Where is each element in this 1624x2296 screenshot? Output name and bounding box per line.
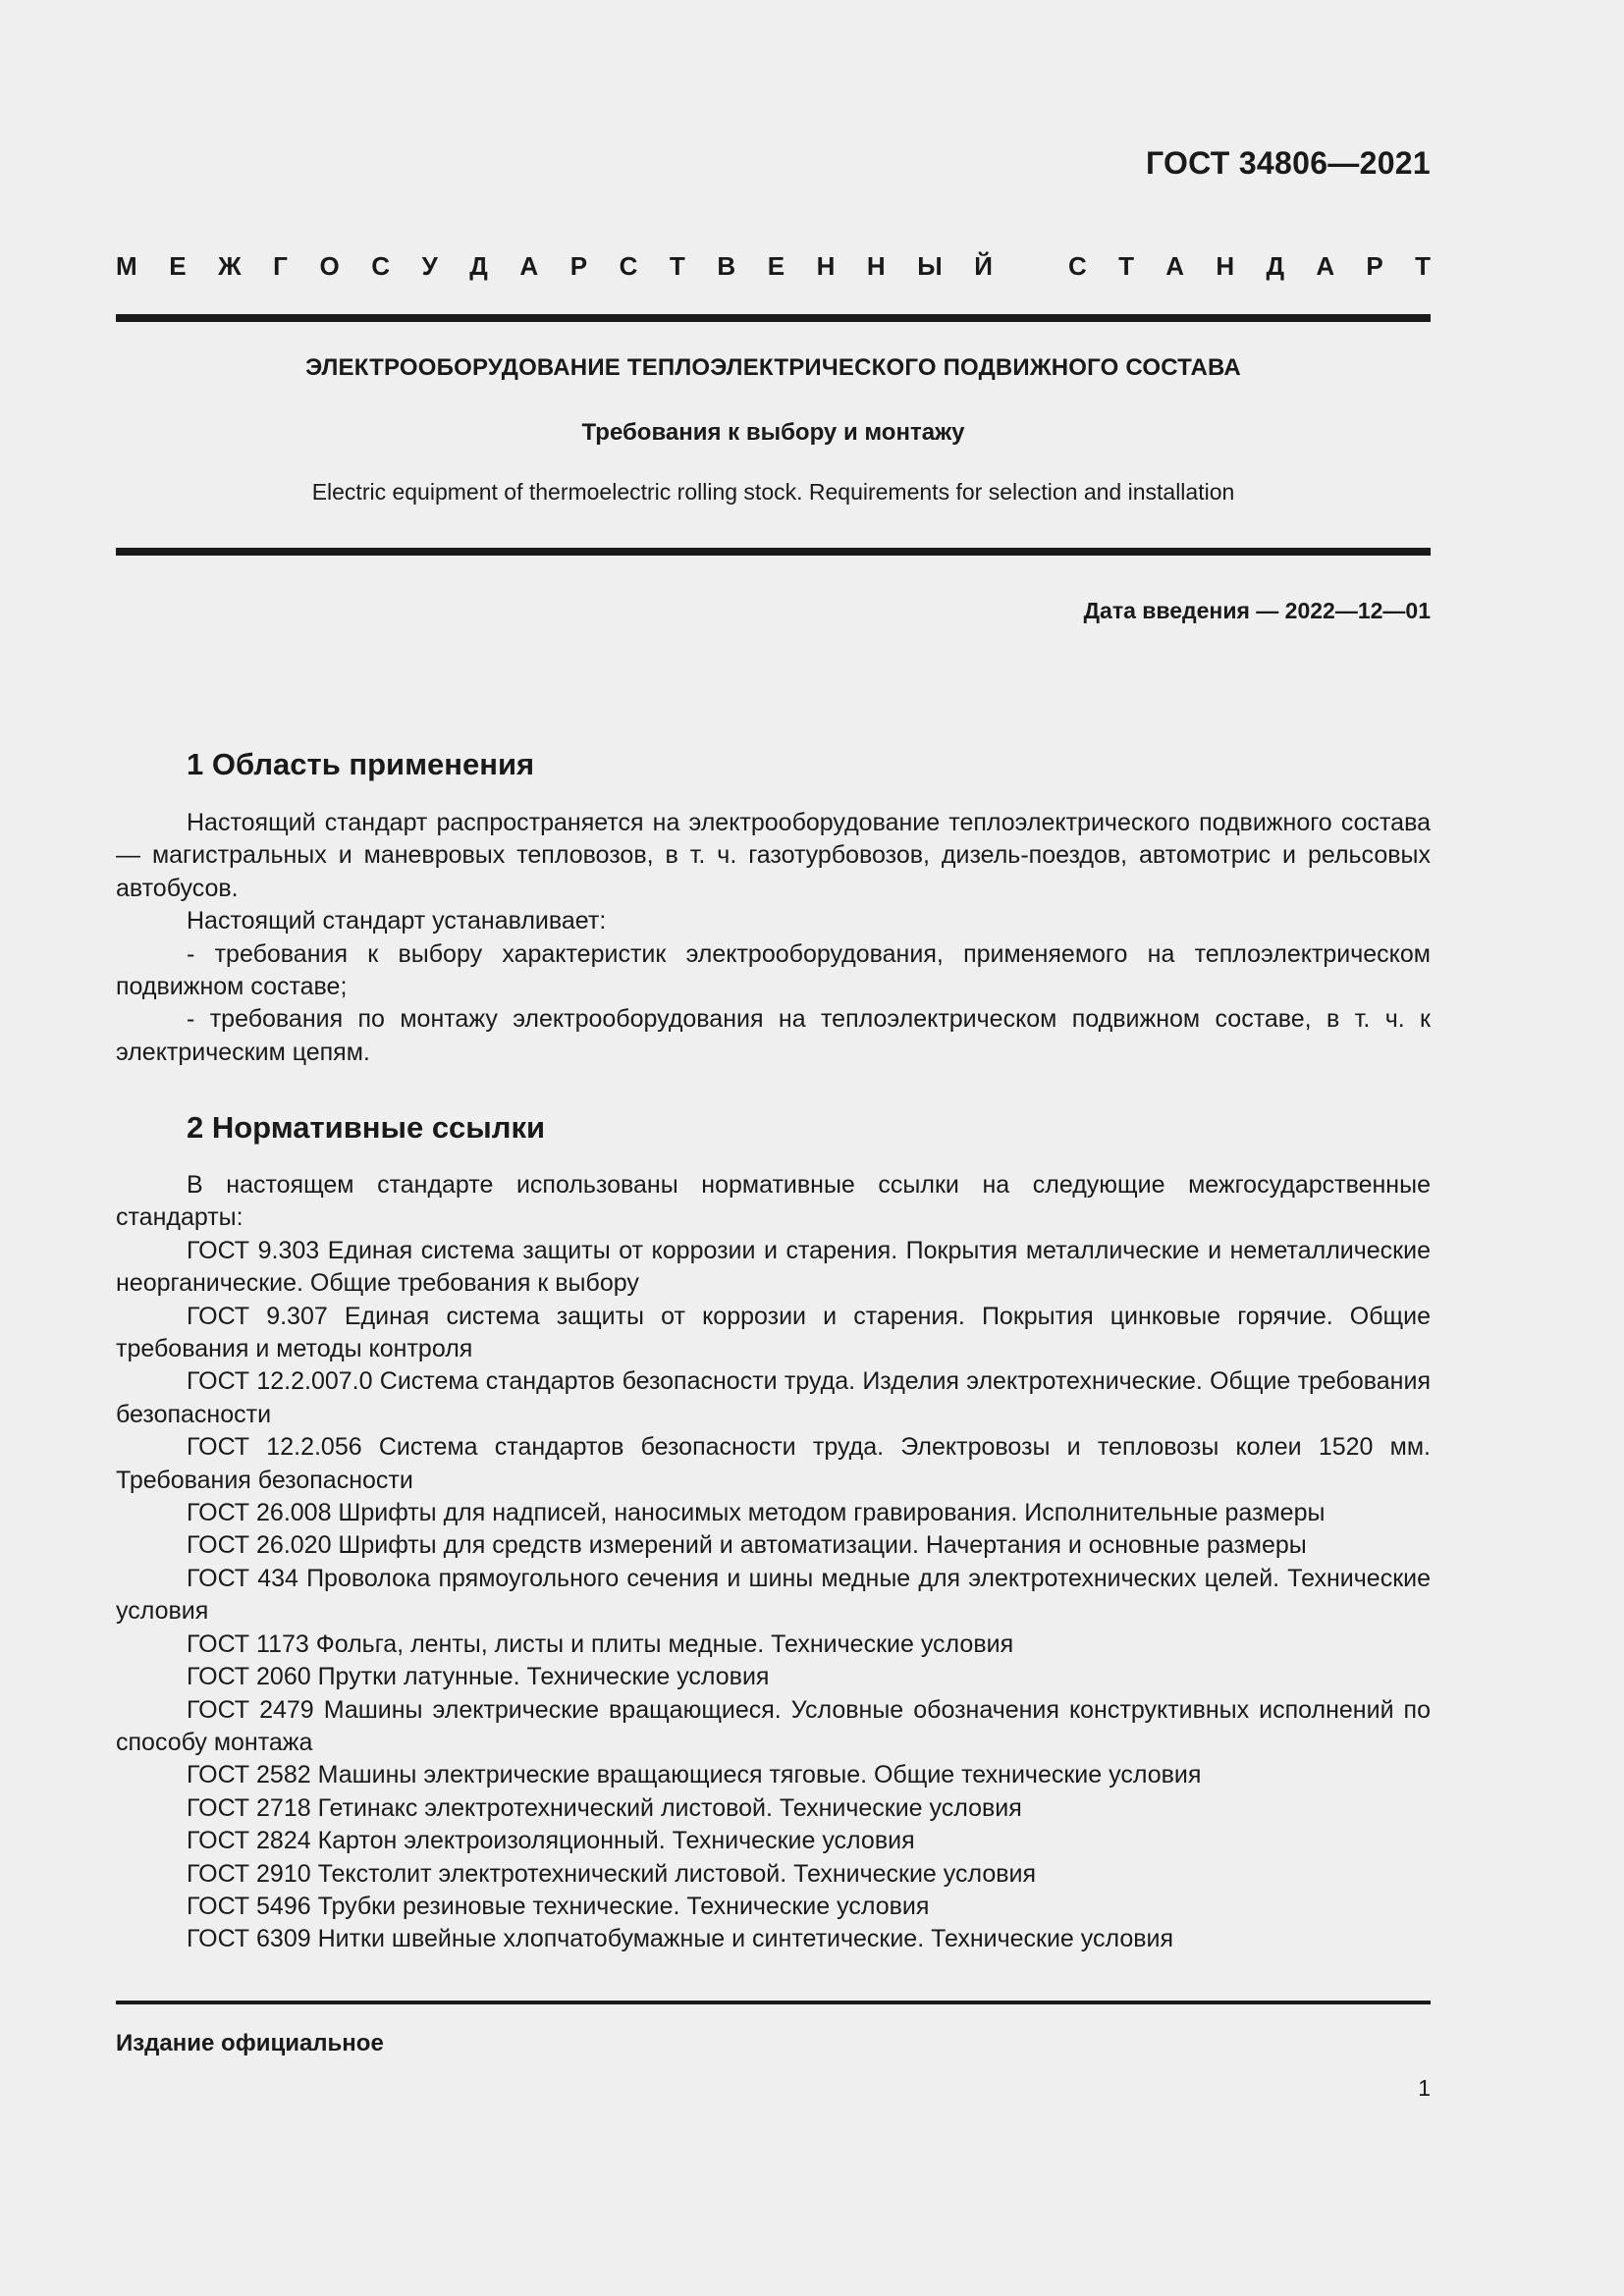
introduction-date: Дата введения — 2022—12—01 [1083,598,1431,623]
standard-type-word-1: М Е Ж Г О С У Д А Р С Т В Е Н Н Ы Й [116,251,993,281]
document-page [116,0,1431,2296]
paragraph: Настоящий стандарт распространяется на электрооборудование теплоэлектрического подвижного состава — магистральных и маневровых тепловозов, в т. ч. газотурбовозов, дизель-поездов, автомотрис и рельсовых автобусов. [116,809,1431,902]
reference-item: ГОСТ 9.307 Единая система защиты от коррозии и старения. Покрытия цинковые горячие. Общие требования и методы контроля [116,1302,1431,1363]
reference-item: ГОСТ 1173 Фольга, ленты, листы и плиты медные. Технические условия [187,1629,1014,1658]
footer-divider [116,2001,1431,2004]
reference-item: ГОСТ 434 Проволока прямоугольного сечения и шины медные для электротехнических целей. Технические условия [116,1564,1431,1626]
section-1-body [116,807,1431,1069]
document-subtitle: Требования к выбору и монтажу [581,419,965,446]
section-2-heading: 2 Нормативные ссылки [187,1110,546,1145]
page-number: 1 [1418,2075,1431,2101]
reference-item: ГОСТ 26.008 Шрифты для надписей, наносимых методом гравирования. Исполнительные размеры [187,1499,1326,1527]
section-1-heading: 1 Область применения [187,747,535,781]
standard-type-heading [116,251,1431,287]
reference-item: ГОСТ 12.2.007.0 Система стандартов безопасности труда. Изделия электротехнические. Общие требования безопасности [116,1367,1431,1428]
reference-item: ГОСТ 2479 Машины электрические вращающиеся. Условные обозначения конструктивных исполнений по способу монтажа [116,1695,1431,1756]
reference-item: ГОСТ 12.2.056 Система стандартов безопасности труда. Электровозы и тепловозы колеи 1520 мм. Требования безопасности [116,1433,1431,1494]
reference-item: ГОСТ 2824 Картон электроизоляционный. Технические условия [187,1827,915,1855]
paragraph: - требования по монтажу электрооборудования на теплоэлектрическом подвижном составе, в т. ч. к электрическим цепям. [116,1005,1431,1066]
reference-item: ГОСТ 6309 Нитки швейные хлопчатобумажные и синтетические. Технические условия [187,1925,1174,1953]
reference-item: ГОСТ 2582 Машины электрические вращающиеся тяговые. Общие технические условия [187,1761,1202,1789]
reference-item: ГОСТ 9.303 Единая система защиты от коррозии и старения. Покрытия металлические и неметаллические неорганические. Общие требования к выбору [116,1236,1431,1298]
reference-item: ГОСТ 2718 Гетинакс электротехнический листовой. Технические условия [187,1793,1022,1822]
document-number: ГОСТ 34806—2021 [1145,145,1431,181]
top-divider [116,314,1431,322]
reference-item: ГОСТ 2060 Прутки латунные. Технические условия [187,1663,770,1691]
document-title-english: Electric equipment of thermoelectric rolling stock. Requirements for selection and installation [311,479,1235,505]
paragraph: - требования к выбору характеристик электрооборудования, применяемого на теплоэлектрическом подвижном составе; [116,939,1431,1001]
standard-type-word-2: С Т А Н Д А Р Т [1068,251,1431,281]
official-edition-label: Издание официальное [116,2030,384,2056]
reference-item: ГОСТ 5496 Трубки резиновые технические. Технические условия [187,1892,930,1920]
document-title: ЭЛЕКТРООБОРУДОВАНИЕ ТЕПЛОЭЛЕКТРИЧЕСКОГО ПОДВИЖНОГО СОСТАВА [305,354,1241,381]
paragraph: В настоящем стандарте использованы нормативные ссылки на следующие межгосударственные стандарты: [116,1171,1431,1232]
section-2-body [116,1169,1431,1956]
reference-item: ГОСТ 2910 Текстолит электротехнический листовой. Технические условия [187,1859,1037,1888]
reference-item: ГОСТ 26.020 Шрифты для средств измерений и автоматизации. Начертания и основные размеры [187,1531,1307,1560]
paragraph: Настоящий стандарт устанавливает: [187,907,607,935]
title-divider [116,548,1431,556]
